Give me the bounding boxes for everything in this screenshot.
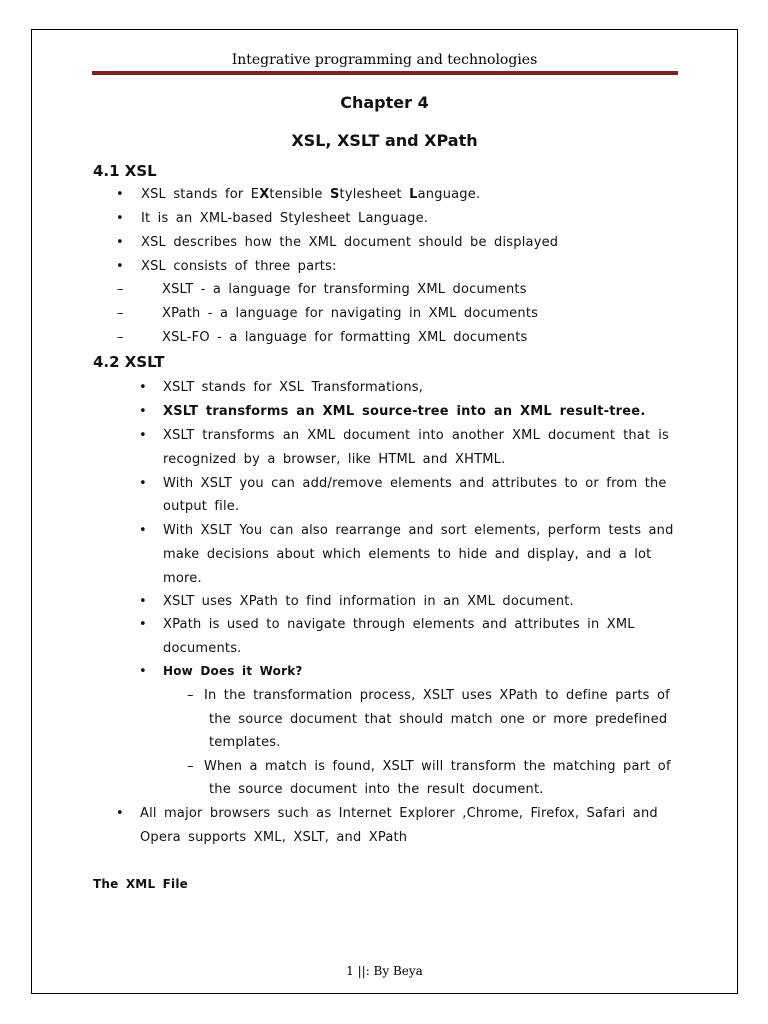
bullet-icon: •: [116, 259, 124, 274]
dash-marker: –: [187, 759, 194, 774]
bullet-icon: •: [116, 235, 124, 250]
bullet-icon: •: [139, 476, 147, 491]
header-rule: [92, 71, 678, 75]
bullet-icon: •: [116, 211, 124, 226]
how-it-works-text: the source document into the result document.: [209, 782, 544, 797]
xslt-bullet-text: XSLT transforms an XML document into another XML document that is: [163, 428, 669, 443]
bullet-icon: •: [139, 523, 147, 538]
xslt-bullet-text: With XSLT You can also rearrange and sort elements, perform tests and: [163, 523, 674, 538]
chapter-number: Chapter 4: [340, 93, 429, 112]
document-page: [31, 29, 738, 994]
running-header-title: Integrative programming and technologies: [231, 52, 538, 68]
xslt-bullet-text: XSLT stands for XSL Transformations,: [163, 380, 424, 395]
xslt-bullet-text: XPath is used to navigate through elements and attributes in XML: [163, 617, 635, 632]
browsers-text: All major browsers such as Internet Explorer ,Chrome, Firefox, Safari and: [140, 806, 658, 821]
chapter-title: XSL, XSLT and XPath: [291, 131, 478, 150]
dash-marker: –: [117, 306, 124, 321]
xml-file-heading: The XML File: [93, 877, 189, 891]
xslt-bullet-text: With XSLT you can add/remove elements and attributes to or from the: [163, 476, 667, 491]
bullet-icon: •: [116, 187, 124, 202]
xslt-bullet-text: recognized by a browser, like HTML and XHTML.: [163, 452, 506, 467]
xslt-bullet-text: more.: [163, 571, 202, 586]
section-heading-xslt: 4.2 XSLT: [93, 353, 165, 371]
how-it-works-text: the source document that should match one or more predefined: [209, 712, 668, 727]
xslt-bullet-text: XSLT transforms an XML source-tree into an XML result-tree.: [163, 404, 646, 419]
how-it-works-text: When a match is found, XSLT will transform the matching part of: [204, 759, 671, 774]
xsl-bullet-text: It is an XML-based Stylesheet Language.: [141, 211, 429, 226]
section-heading-xsl: 4.1 XSL: [93, 162, 157, 180]
how-it-works-text: templates.: [209, 735, 281, 750]
dash-marker: –: [117, 330, 124, 345]
xslt-bullet-text: documents.: [163, 641, 242, 656]
xsl-part-text: XSL-FO - a language for formatting XML documents: [162, 330, 528, 345]
xsl-part-text: XSLT - a language for transforming XML documents: [162, 282, 527, 297]
bullet-icon: •: [139, 617, 147, 632]
bullet-icon: •: [116, 806, 124, 821]
xslt-bullet-text: XSLT uses XPath to find information in an XML document.: [163, 594, 574, 609]
xsl-part-text: XPath - a language for navigating in XML documents: [162, 306, 539, 321]
bullet-icon: •: [139, 428, 147, 443]
bullet-icon: •: [139, 380, 147, 395]
bullet-icon: •: [139, 594, 147, 609]
page-footer: 1 ||: By Beya: [346, 964, 423, 978]
xslt-bullet-text: make decisions about which elements to hide and display, and a lot: [163, 547, 652, 562]
dash-marker: –: [117, 282, 124, 297]
xslt-bullet-text: How Does it Work?: [163, 664, 303, 678]
xsl-bullet-text: XSL consists of three parts:: [141, 259, 337, 274]
browsers-text: Opera supports XML, XSLT, and XPath: [140, 830, 408, 845]
bullet-icon: •: [139, 404, 147, 419]
how-it-works-text: In the transformation process, XSLT uses XPath to define parts of: [204, 688, 670, 703]
bullet-icon: •: [139, 664, 147, 679]
xsl-bullet-text: XSL stands for EXtensible Stylesheet Language.: [141, 187, 481, 202]
dash-marker: –: [187, 688, 194, 703]
xsl-bullet-text: XSL describes how the XML document should be displayed: [141, 235, 559, 250]
xslt-bullet-text: output file.: [163, 499, 240, 514]
